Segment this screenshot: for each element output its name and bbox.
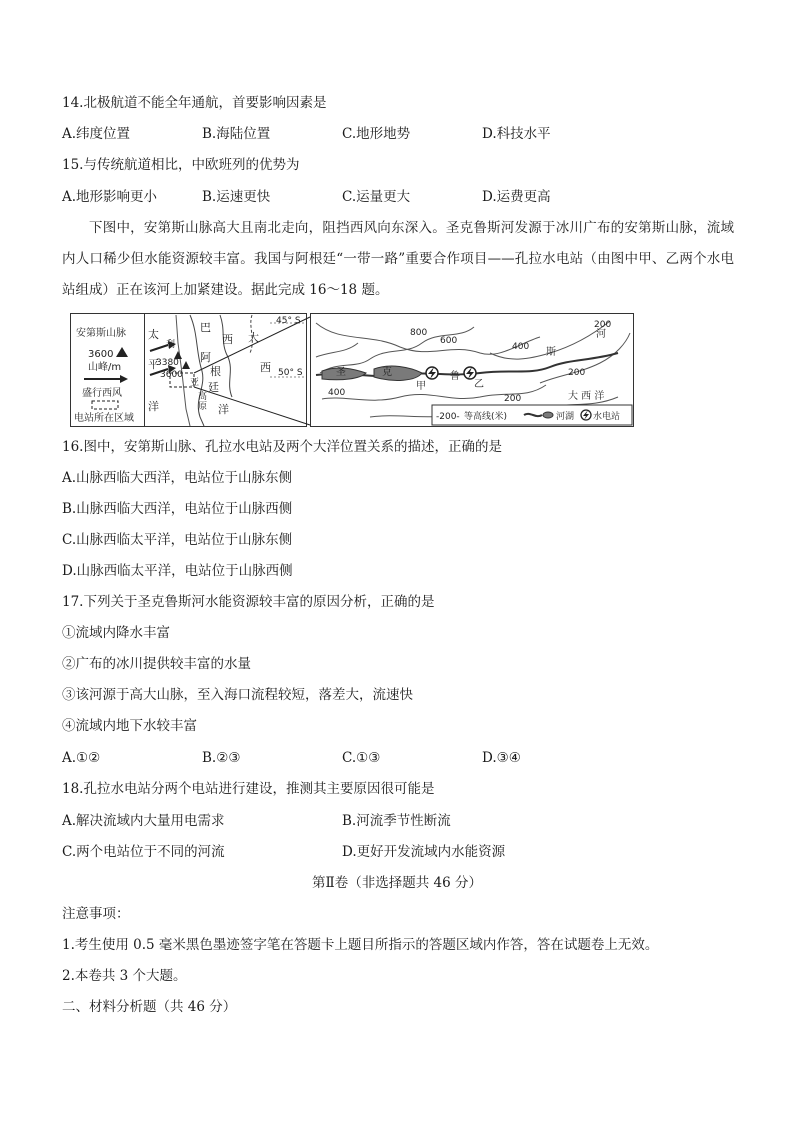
q18-option-a[interactable]: A.解决流域内大量用电需求	[62, 813, 225, 829]
q15-stem: 15.与传统航道相比，中欧班列的优势为	[62, 157, 300, 173]
q14-stem: 14.北极航道不能全年通航，首要影响因素是	[62, 95, 327, 111]
hydropower-station-icon-a	[426, 367, 438, 379]
q17-item-2: ②广布的冰川提供较丰富的水量	[62, 656, 251, 672]
label-pacific-3: 洋	[148, 400, 159, 413]
label-pacific-2: 平	[148, 358, 159, 371]
station-a-label: 甲	[416, 381, 426, 392]
station-legend-icon	[581, 410, 591, 420]
contour-label-800: 800	[410, 328, 428, 338]
legend-area: 电站所在区域	[74, 413, 134, 424]
label-peak-b: 3600	[160, 370, 183, 380]
q18-option-d[interactable]: D.更好开发流域内水能资源	[342, 844, 506, 860]
hydropower-station-icon-b	[464, 367, 476, 379]
q14-option-b[interactable]: B.海陆位置	[202, 126, 271, 142]
legend-contour-sample: -200-	[436, 412, 460, 422]
contour-label-200-low: 200	[504, 394, 522, 404]
legend-peak-label: 山峰/m	[88, 362, 122, 373]
ocean-label: 大 西 洋	[568, 391, 605, 402]
q18-option-b[interactable]: B.河流季节性断流	[342, 813, 451, 829]
map-figure	[70, 313, 634, 427]
q17-item-4: ④流域内地下水较丰富	[62, 718, 197, 734]
q15-option-a[interactable]: A.地形影响更小	[62, 189, 158, 205]
q17-option-b[interactable]: B.②③	[202, 750, 241, 766]
map-svg	[70, 313, 634, 427]
q15-option-c[interactable]: C.运量更大	[342, 189, 411, 205]
q18-stem: 18.孔拉水电站分两个电站进行建设，推测其主要原因很可能是	[62, 781, 435, 797]
label-lat-50: 50° S	[278, 368, 303, 378]
contour-label-400: 400	[512, 342, 530, 352]
label-peak-a: 3380	[156, 358, 179, 368]
contour-label-200-top: 200	[594, 320, 612, 330]
intro-paragraph: 下图中，安第斯山脉高大且南北走向，阻挡西风向东深入。圣克鲁斯河发源于冰川广布的安第斯山脉，流域内人口稀少但水能资源较丰富。我国与阿根廷“一带一路”重要合作项目——孔拉水电站（由图中甲、乙两个水电站组成）正在该河上加紧建设。据此完成 16～18 题。	[62, 220, 734, 298]
q14-option-d[interactable]: D.科技水平	[482, 126, 551, 142]
contour-label-600: 600	[440, 336, 458, 346]
label-arg-2: 根	[210, 365, 221, 378]
q15-option-d[interactable]: D.运费更高	[482, 189, 551, 205]
label-atlantic-3: 洋	[218, 403, 229, 416]
q15-options	[62, 187, 742, 207]
q16-option-d[interactable]: D.山脉西临太平洋，电站位于山脉西侧	[62, 563, 293, 579]
notice-2: 2.本卷共 3 个大题。	[62, 968, 187, 984]
q17-option-d[interactable]: D.③④	[482, 750, 521, 766]
station-b-label: 乙	[474, 379, 484, 390]
label-pacific-1: 太	[148, 328, 159, 341]
q14-option-c[interactable]: C.地形地势	[342, 126, 411, 142]
label-atlantic-2: 西	[260, 361, 271, 374]
q16-option-a[interactable]: A.山脉西临大西洋，电站位于山脉东侧	[62, 470, 293, 486]
river-char-1: 圣	[336, 367, 346, 378]
river-char-4: 斯	[546, 347, 556, 358]
legend-mountain: 安第斯山脉	[76, 328, 126, 339]
label-brazil-1: 巴	[200, 321, 211, 334]
label-fragment-4: 高	[198, 392, 208, 402]
label-lat-45: 45° S	[276, 316, 301, 326]
q16-option-b[interactable]: B.山脉西临大西洋，电站位于山脉西侧	[62, 501, 293, 517]
label-arg-3: 廷	[208, 381, 219, 394]
label-fragment-1: 利	[166, 340, 176, 350]
legend-wind: 盛行西风	[82, 388, 122, 399]
label-atlantic-1: 大	[248, 331, 259, 344]
q17-option-c[interactable]: C.①③	[342, 750, 381, 766]
river-char-5: 河	[596, 329, 606, 340]
q16-stem: 16.图中，安第斯山脉、孔拉水电站及两个大洋位置关系的描述，正确的是	[62, 439, 502, 455]
legend-station: 水电站	[593, 412, 621, 422]
q17-item-3: ③该河源于高大山脉，至入海口流程较短，落差大，流速快	[62, 687, 413, 703]
q18-options-row-2	[62, 842, 742, 862]
notice-1: 1.考生使用 0.5 毫米黑色墨迹签字笔在答题卡上题目所指示的答题区域内作答，答在试题卷上无效。	[62, 937, 659, 953]
q18-option-c[interactable]: C.两个电站位于不同的河流	[62, 844, 225, 860]
q14-option-a[interactable]: A.纬度位置	[62, 126, 131, 142]
notice-title: 注意事项：	[62, 906, 130, 922]
label-brazil-2: 西	[222, 333, 233, 346]
q18-options-row-1	[62, 811, 742, 831]
label-fragment-3: 原	[198, 402, 208, 412]
q17-stem: 17.下列关于圣克鲁斯河水能资源较丰富的原因分析，正确的是	[62, 594, 435, 610]
part2-title: 第Ⅱ卷（非选择题共 46 分）	[312, 875, 482, 891]
q17-item-1: ①流域内降水丰富	[62, 625, 170, 641]
legend-contour: 等高线(米)	[464, 412, 508, 422]
q16-option-c[interactable]: C.山脉西临太平洋，电站位于山脉东侧	[62, 532, 293, 548]
q17-option-a[interactable]: A.①②	[62, 750, 101, 766]
label-arg-1: 阿	[200, 351, 211, 364]
legend-peak-value: 3600	[88, 349, 114, 360]
river-char-3: 鲁	[450, 371, 460, 382]
contour-label-200-mid: 200	[568, 368, 586, 378]
q15-option-b[interactable]: B.运速更快	[202, 189, 271, 205]
q17-options	[62, 748, 742, 768]
contour-label-400-left: 400	[328, 388, 346, 398]
section-heading: 二、材料分析题（共 46 分）	[62, 999, 237, 1015]
label-fragment-2: 亚	[190, 378, 200, 388]
river-char-2: 克	[382, 367, 392, 378]
q14-options	[62, 124, 742, 144]
legend-river-lake: 河湖	[556, 412, 575, 422]
